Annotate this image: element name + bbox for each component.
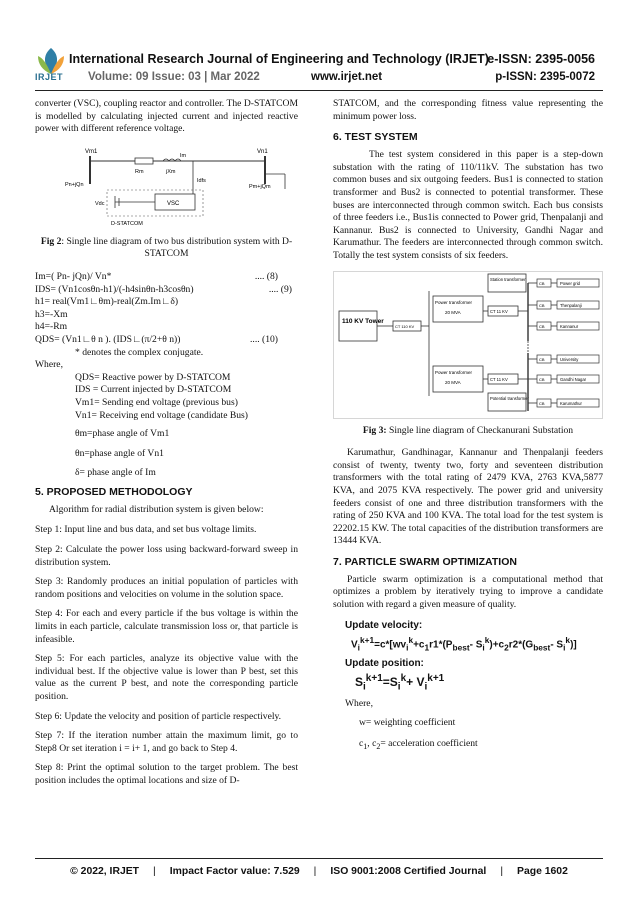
- continued-paragraph: STATCOM, and the corresponding fitness value representing the minimum power loss.: [333, 98, 603, 122]
- step-2: Step 2: Calculate the power loss using backward-forward sweep in distribution system.: [35, 544, 298, 568]
- fig3-caption-label: Fig 3:: [362, 424, 387, 436]
- p-issn: p-ISSN: 2395-0072: [495, 71, 595, 83]
- right-column: [333, 98, 603, 753]
- footer-rule: [35, 858, 603, 859]
- fig2-label-idfs: Idfs: [197, 177, 206, 184]
- step-6: Step 6: Update the velocity and position of particle respectively.: [35, 710, 282, 722]
- fig3-pt2-label: Power transformer: [435, 369, 473, 375]
- where-label: Where,: [35, 359, 63, 371]
- step-1: Step 1: Input line and bus data, and set bus voltage limits.: [35, 524, 257, 536]
- fig3-ct110-label: CT 110 KV: [395, 323, 415, 329]
- where-item: θm=phase angle of Vm1: [75, 428, 170, 440]
- where-item: δ= phase angle of Im: [75, 467, 156, 479]
- fig3-mva2-label: 20 MVA: [445, 379, 461, 385]
- fig2-caption: [35, 236, 298, 261]
- fig2-caption-text: : Single line diagram of two bus distribution system with D-STATCOM: [61, 235, 293, 260]
- step-8: Step 8: Print the optimal solution to the target problem. The best position includes the optimal locations and size of D-: [35, 762, 298, 786]
- equation-9: IDS= (Vn1cosθn-h1)/(-h4sinθn-h3cosθn) .... (9): [35, 283, 292, 295]
- fig2-label-jxm: jXm: [166, 168, 176, 175]
- svg-text:CB: CB: [539, 400, 545, 406]
- fig3-feeder-label: Gandhi Nagar: [560, 376, 587, 382]
- logo-text: IRJET: [35, 72, 64, 82]
- pso-where-item: w= weighting coefficient: [359, 716, 456, 728]
- fig3-station-transformer-label: Station transformer: [490, 276, 526, 282]
- equation-h1: h1= real(Vm1∟θm)-real(Zm.Im∟δ): [35, 296, 179, 308]
- step-4: Step 4: For each and every particle if the bus voltage is within the limits in each particle, calculate transmission loss or, that particle is infeasible.: [35, 608, 298, 645]
- header-rule: [35, 90, 603, 91]
- left-column: [35, 98, 298, 795]
- fig2-label-pnjqn: Pn+jQn: [65, 181, 84, 188]
- fig3-feeder-label: Kannanur: [560, 323, 579, 329]
- update-velocity-label: Update velocity:: [345, 619, 423, 631]
- fig2-label-vn1: Vn1: [257, 148, 268, 155]
- where-item: QDS= Reactive power by D-STATCOM: [75, 371, 231, 383]
- volume-issue: Volume: 09 Issue: 03 | Mar 2022: [88, 71, 260, 83]
- svg-text:CB: CB: [539, 280, 545, 286]
- fig3-pt1-label: Power transformer: [435, 299, 473, 305]
- fig2-diagram: [35, 144, 298, 232]
- fig2-caption-label: Fig 2: [40, 235, 62, 247]
- footer-iso: ISO 9001:2008 Certified Journal: [330, 866, 487, 877]
- equation-h3: h3=-Xm: [35, 308, 68, 320]
- footer-page-number: Page 1602: [517, 866, 568, 877]
- fig2-label-pmjqm: Pm+jQm: [249, 183, 271, 190]
- fig3-feeder-label: Power grid: [560, 280, 581, 286]
- page-footer: © 2022, IRJET | Impact Factor value: 7.529 | ISO 9001:2008 Certified Journal | Page 1602: [70, 866, 568, 877]
- fig3-ct2-label: CT 11 KV: [490, 376, 508, 382]
- fig3-tower-label: 110 KV Tower: [342, 317, 384, 325]
- intro-paragraph: converter (VSC), coupling reactor and controller. The D-STATCOM is modelled by calculating injected current and injected reactive power with different reference voltage.: [35, 98, 298, 135]
- section-6-title: 6. TEST SYSTEM: [333, 131, 418, 144]
- journal-title: International Research Journal of Engineering and Technology (IRJET): [69, 52, 489, 66]
- fig2-label-rm: Rm: [135, 168, 144, 175]
- footer-impact-factor: Impact Factor value: 7.529: [169, 866, 300, 877]
- section-5-title: 5. PROPOSED METHODOLOGY: [35, 485, 193, 498]
- fig3-ct1-label: CT 11 KV: [490, 308, 508, 314]
- fig2-label-vdc: Vdc: [95, 200, 105, 207]
- fig3-feeder-label: Thenpalanji: [560, 302, 582, 308]
- fig3-feeder-label: Karumathur: [560, 400, 582, 406]
- fig3-caption: [333, 425, 603, 438]
- svg-text:CB: CB: [539, 376, 545, 382]
- velocity-equation: $V_i^{k+1}=c*[wv_i^k+c_1r1*(P_{best}-$ $S_i^k)+c_2r2*(G_{best}-$ $S_i^k$)]: [351, 634, 577, 652]
- equation-block: [35, 271, 298, 480]
- page-header: [0, 0, 638, 92]
- footer-copyright: © 2022, IRJET: [70, 866, 140, 877]
- where-item: Vn1= Receiving end voltage (candidate Bus): [75, 409, 248, 421]
- svg-text:CB: CB: [539, 323, 545, 329]
- where-item: IDS = Current injected by D-STATCOM: [75, 384, 232, 396]
- fig3-caption-text: Single line diagram of Checkanurani Substation: [386, 424, 574, 436]
- section-6-text: The test system considered in this paper is a step-down substation with the rating of 110/11kV. The substation has two common buses and six outgoing feeders. Bus1 is connected to station transformer and Bus2 is connected to potential transformer. These buses are interconnected through common switch. Each bus consists of three feeders i.e., Bus1is connected to Power grid, Thenpalanji and Kannanur. Bus2 is connected to University, Gandhi Nagar and Karumathur. The feeders are interconnected through common switch. Totally the test system consists of six feeders.: [333, 149, 603, 261]
- fig3-diagram: [333, 271, 603, 419]
- equation-8: Im=( Pn- jQn)/ Vn* .... (8): [35, 270, 278, 282]
- section-7-title: 7. PARTICLE SWARM OPTIMIZATION: [333, 555, 517, 568]
- step-5: Step 5: For each particles, analyze its objective value with the individual best. If the objective value is lower than P best, set this value as the current P best, and note the corresponding particle position.: [35, 653, 298, 702]
- where-item: θn=phase angle of Vn1: [75, 447, 164, 459]
- fig3-mva1-label: 20 MVA: [445, 309, 461, 315]
- equation-h4: h4=-Rm: [35, 321, 68, 333]
- journal-url[interactable]: www.irjet.net: [311, 71, 383, 83]
- fig2-label-im: Im: [180, 152, 187, 159]
- step-7: Step 7: If the iteration number attain the maximum limit, go to Step8 Or set iteration i = i+ 1, and go back to Step 4.: [35, 730, 298, 754]
- where-item: Vm1= Sending end voltage (previous bus): [75, 396, 238, 408]
- step-3: Step 3: Randomly produces an initial population of particles with random positions and velocities on volume in the solution space.: [35, 576, 298, 600]
- fig2-label-vsc: VSC: [167, 200, 180, 207]
- feeders-paragraph: Karumathur, Gandhinagar, Kannanur and Thenpalanji feeders consist of twenty, twenty two, forty and seventeen distribution transformers with the total rating of 2479 KVA, 2763 KVA,5877 KVA, and 2075 KVA respectively. The power grid and university feeders consist of one and three distribution transformers with the rating of 250 KVA and 100 KVA. The total load for the test system is 22202.15 KW. The total capacities of the distribution transformers are 13444 KVA.: [333, 447, 603, 547]
- section-7-text: Particle swarm optimization is a computational method that optimizes a problem by iteratively trying to improve a candidate solution with regard a given measure of quality.: [333, 573, 603, 611]
- svg-text:CB: CB: [539, 356, 545, 362]
- svg-text:CB: CB: [539, 302, 545, 308]
- pso-where-item: $c_1$, $c_2=$ acceleration coefficient: [359, 737, 478, 751]
- e-issn: e-ISSN: 2395-0056: [487, 52, 595, 66]
- update-position-label: Update position:: [345, 657, 424, 669]
- equation-10: QDS= (Vn1∟θ n ). (IDS∟(π/2+θ n)) .... (10): [35, 333, 278, 345]
- conjugate-note: * denotes the complex conjugate.: [75, 346, 204, 358]
- fig3-potential-transformer-label: Potential transformer: [490, 395, 529, 401]
- position-equation: $S_i^{k+1}=S_i^k+ V_i^{k+1}$: [355, 672, 445, 693]
- fig3-feeder-label: University: [560, 356, 579, 362]
- fig2-label-vm1: Vm1: [85, 148, 98, 155]
- section-5-intro: Algorithm for radial distribution system is given below:: [49, 503, 264, 515]
- pso-where-label: Where,: [345, 698, 373, 710]
- fig2-label-dstatcom: D-STATCOM: [111, 220, 143, 227]
